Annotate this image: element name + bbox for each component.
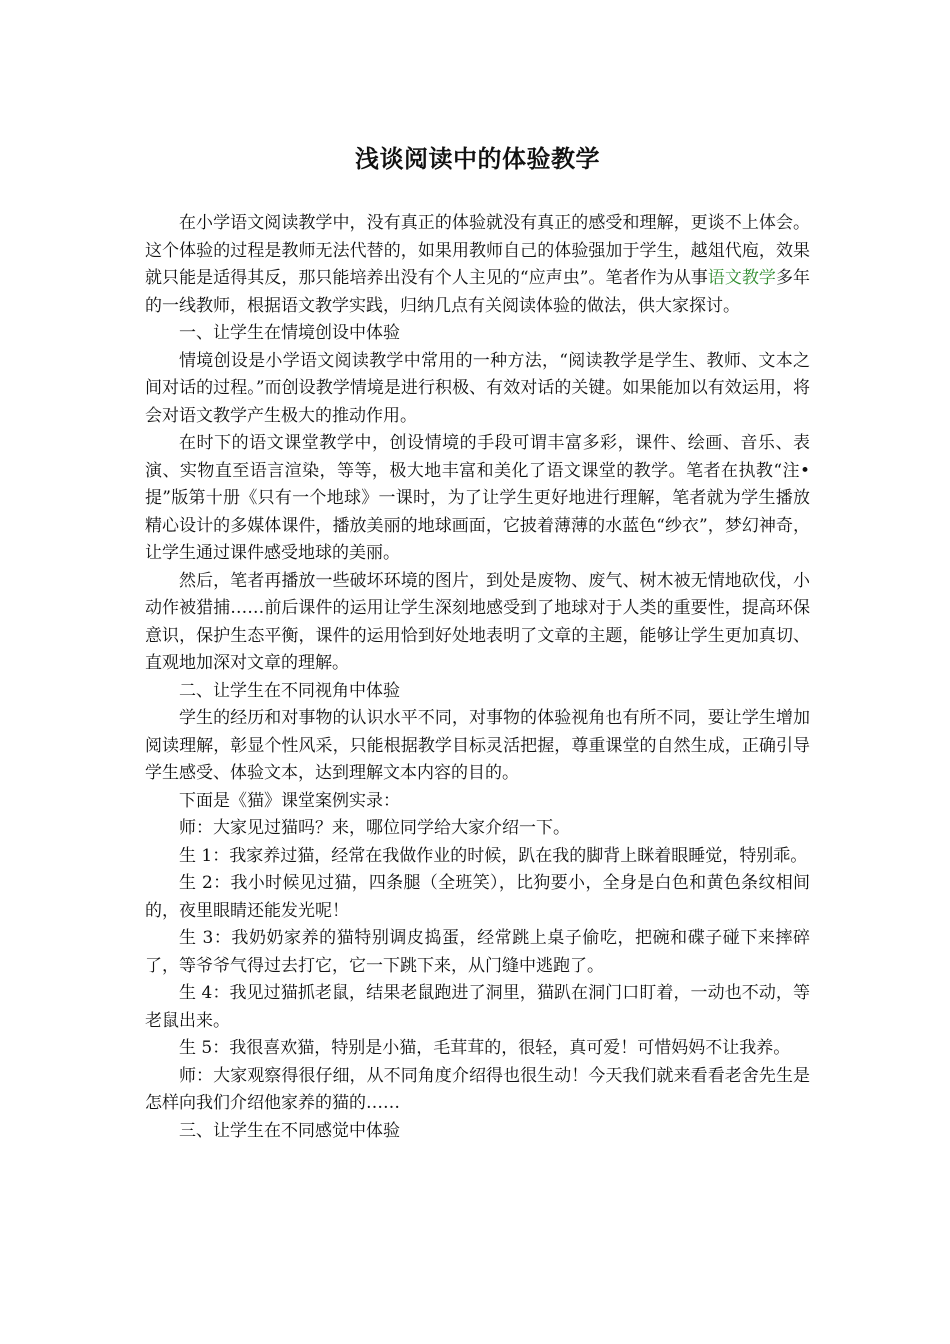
paragraph: 情境创设是小学语文阅读教学中常用的一种方法，“阅读教学是学生、教师、文本之间对话的过程。”而创设教学情境是进行积极、有效对话的关键。如果能加以有效运用，将会对语文教学产生极大的推动作用。 [145, 350, 810, 426]
section-heading-1: 一、让学生在情境创设中体验 [179, 323, 400, 343]
section-heading-2: 二、让学生在不同视角中体验 [179, 680, 400, 701]
dialogue-line: 生 1：我家养过猫，经常在我做作业的时候，趴在我的脚背上眯着眼睡觉，特别乖。 [179, 845, 808, 866]
paragraph: 下面是《猫》课堂案例实录： [179, 790, 400, 811]
dialogue-line: 生 5：我很喜欢猫，特别是小猫，毛茸茸的，很轻，真可爱！可惜妈妈不让我养。 [179, 1038, 791, 1058]
paragraph: 在时下的语文课堂教学中，创设情境的手段可谓丰富多彩，课件、绘画、音乐、表演、实物直至语言渲染，等等，极大地丰富和美化了语文课堂的教学。笔者在执教“注•提”版第十册《只有一个地球》一课时，为了让学生更好地进行理解，笔者就为学生播放精心设计的多媒体课件，播放美丽的地球画面，它披着薄薄的水蓝色“纱衣”，梦幻神奇，让学生通过课件感受地球的美丽。 [145, 433, 810, 563]
dialogue-line: 师：大家观察得很仔细，从不同角度介绍得也很生动！今天我们就来看看老舍先生是怎样向我们介绍他家养的猫的…… [145, 1065, 810, 1113]
document-title: 浅谈阅读中的体验教学 [355, 144, 600, 173]
document-body [145, 210, 810, 1145]
dialogue-line: 生 2：我小时候见过猫，四条腿（全班笑），比狗要小，全身是白色和黄色条纹相间的，夜里眼睛还能发光呢！ [145, 873, 810, 921]
paragraph-intro [145, 210, 810, 320]
dialogue-line: 师：大家见过猫吗？来，哪位同学给大家介绍一下。 [179, 818, 570, 838]
dialogue-line: 生 3：我奶奶家养的猫特别调皮捣蛋，经常跳上桌子偷吃，把碗和碟子碰下来摔碎了，等爷爷气得过去打它，它一下跳下来，从门缝中逃跑了。 [145, 928, 810, 976]
dialogue-line: 生 4：我见过猫抓老鼠，结果老鼠跑进了洞里，猫趴在洞门口盯着，一动也不动，等老鼠出来。 [145, 983, 810, 1031]
paragraph-intro-pre: 在小学语文阅读教学中，没有真正的体验就没有真正的感受和理解，更谈不上体会。这个体验的过程是教师无法代替的，如果用教师自己的体验强加于学生，越俎代庖，效果就只能是适得其反，那只能培养出没有个人主见的“应声虫”。笔者作为从事 [145, 213, 810, 288]
paragraph: 然后，笔者再播放一些破坏环境的图片，到处是废物、废气、树木被无情地砍伐，小动作被猎捕……前后课件的运用让学生深刻地感受到了地球对于人类的重要性，提高环保意识，保护生态平衡，课件的运用恰到好处地表明了文章的主题，能够让学生更加真切、直观地加深对文章的理解。 [145, 570, 810, 673]
paragraph: 学生的经历和对事物的认识水平不同，对事物的体验视角也有所不同，要让学生增加阅读理解，彰显个性风采，只能根据教学目标灵活把握，尊重课堂的自然生成，正确引导学生感受、体验文本，达到理解文本内容的目的。 [145, 708, 810, 783]
section-heading-3: 三、让学生在不同感觉中体验 [179, 1120, 400, 1141]
paragraph-intro-post: 多年的一线教师，根据语文教学实践，归纳几点有关阅读体验的做法，供大家探讨。 [145, 268, 811, 316]
document-page [145, 0, 810, 1344]
link-yuwen-jiaoxue[interactable]: 语文教学 [707, 268, 776, 288]
